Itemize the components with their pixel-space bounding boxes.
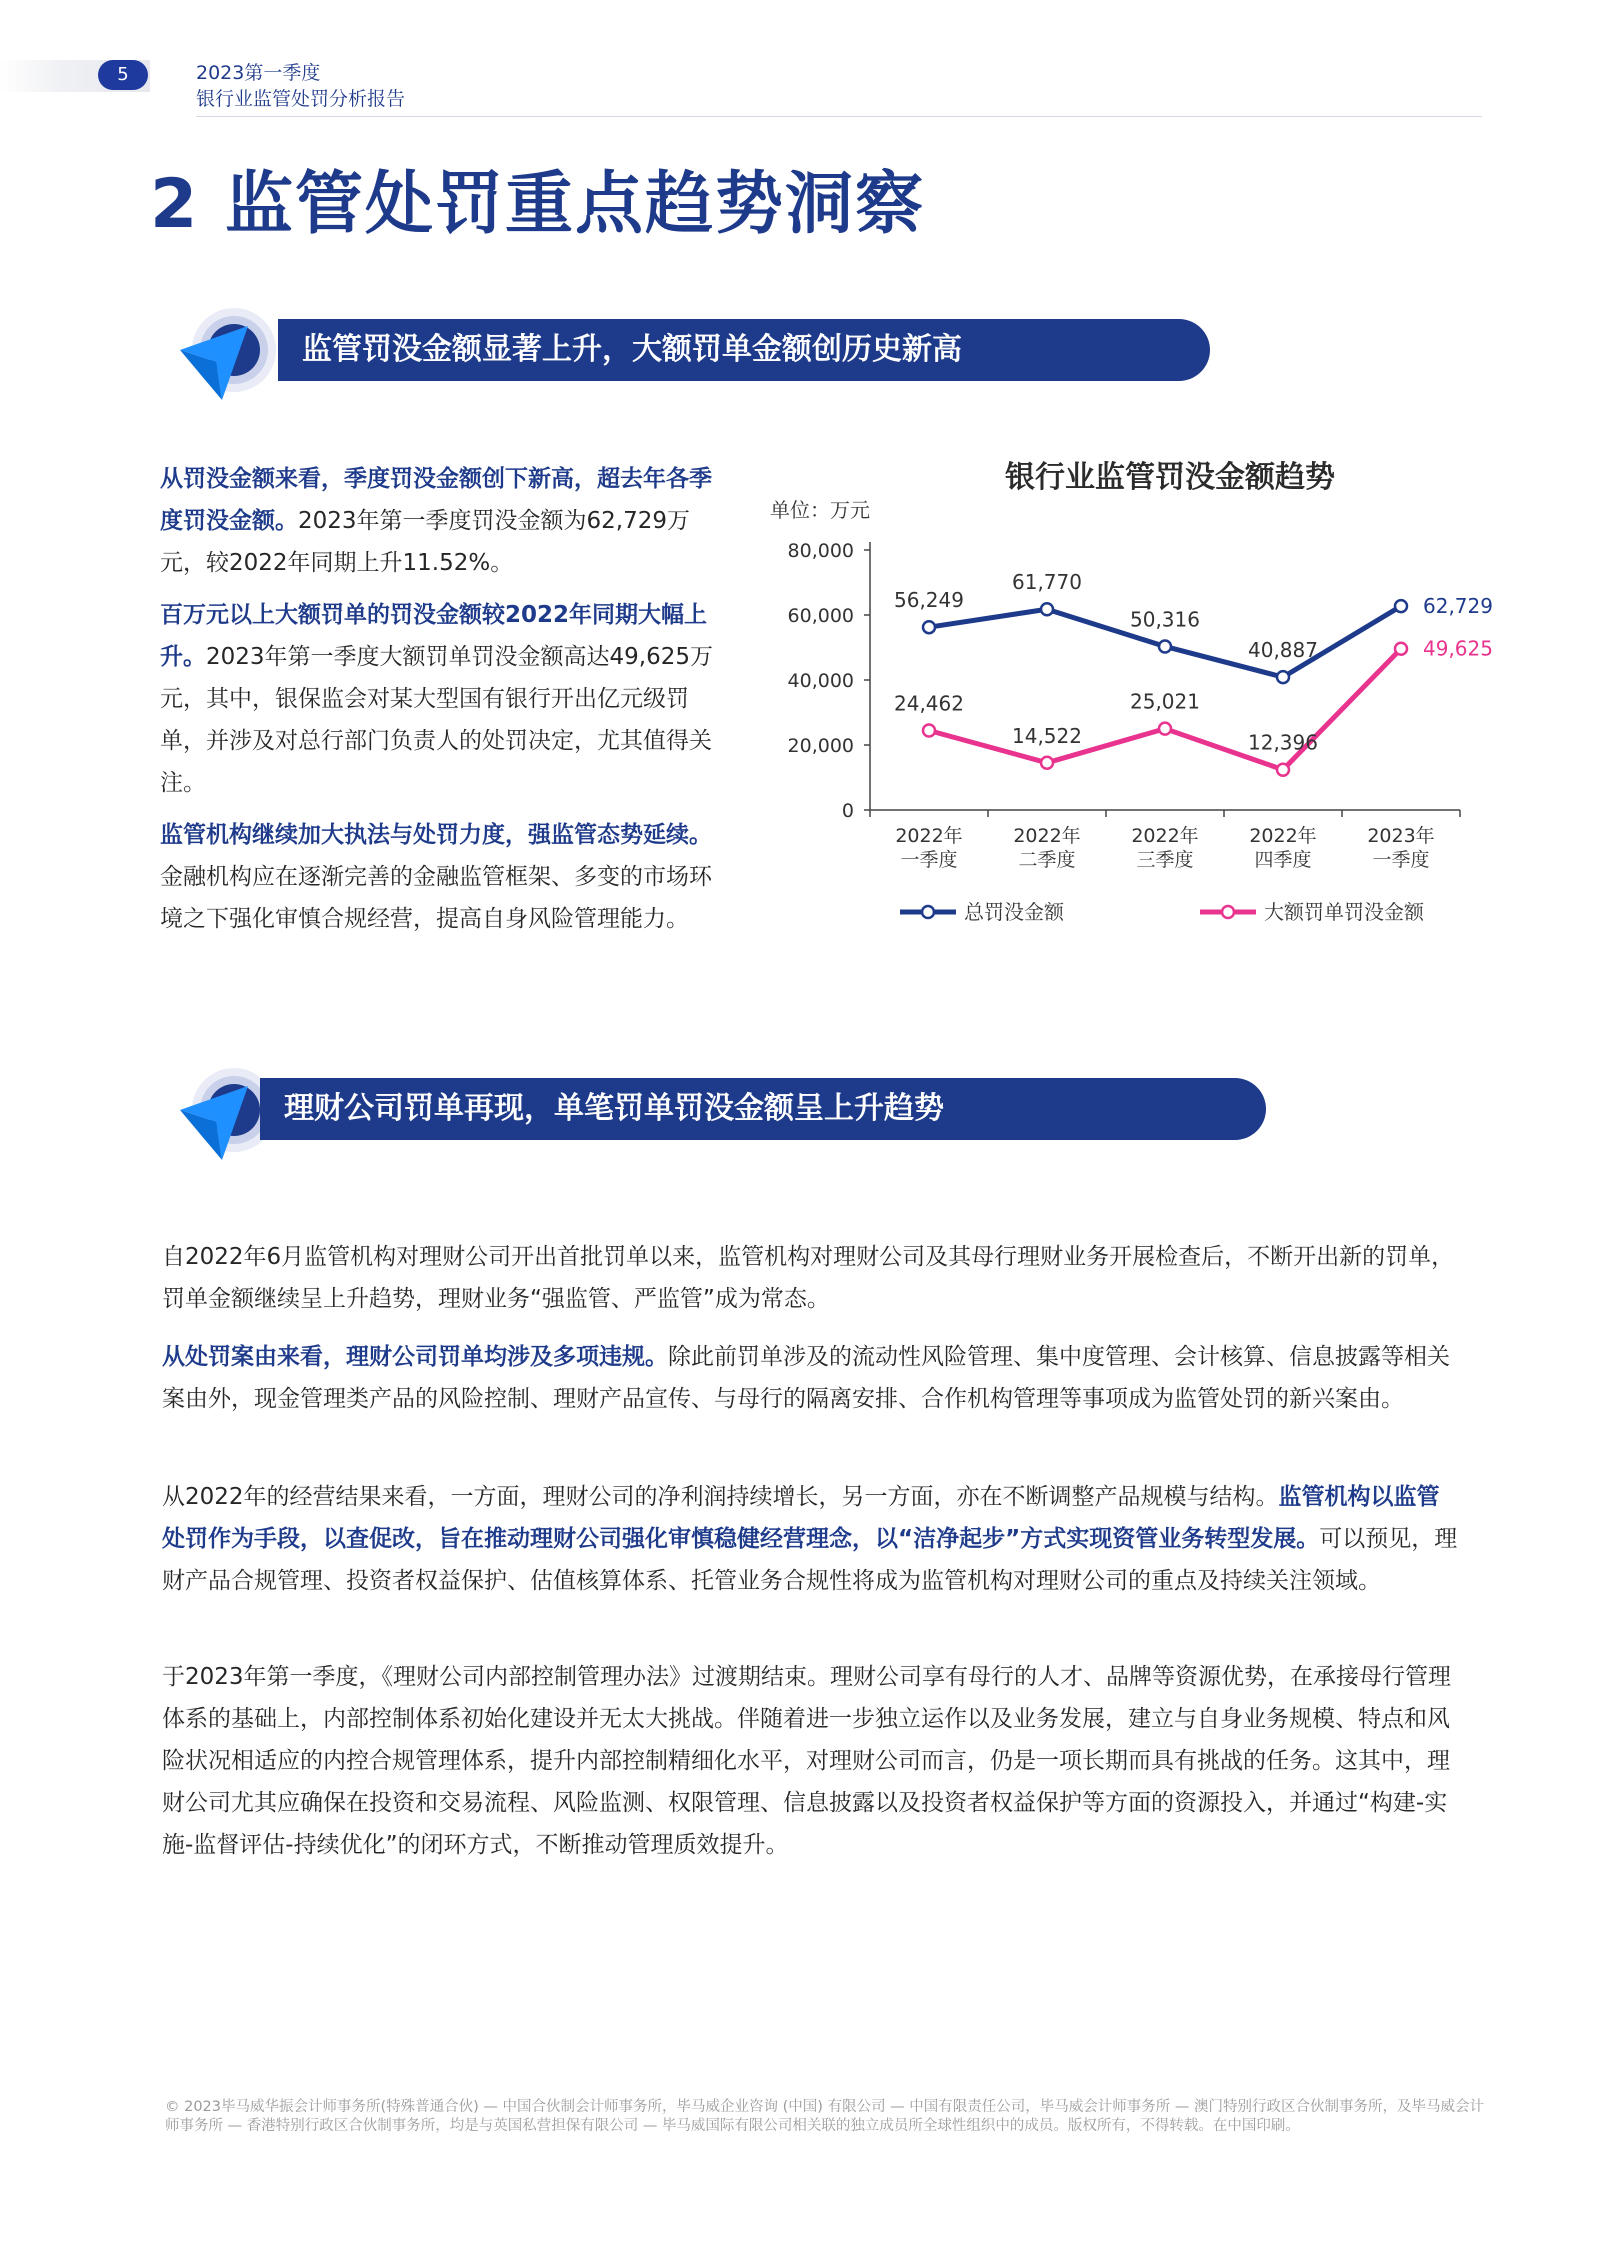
x-tick-label-year: 2022年 <box>895 825 963 847</box>
report-period: 2023第一季度 <box>196 62 321 84</box>
page-title: 2 监管处罚重点趋势洞察 <box>150 165 925 244</box>
section1-p1-highlight: 从罚没金额来看，季度罚没金额创下新高，超去年各季度罚没金额。 <box>160 466 712 534</box>
section1-p3-text: 金融机构应在逐渐完善的金融监管框架、多变的市场环境之下强化审慎合规经营，提高自身风险管理能力。 <box>160 864 712 932</box>
section1-banner: 监管罚没金额显著上升，大额罚单金额创历史新高 <box>278 319 1210 381</box>
x-tick-label-quarter: 一季度 <box>1372 849 1430 871</box>
x-tick-label-quarter: 一季度 <box>900 849 958 871</box>
y-tick-label: 20,000 <box>787 735 854 757</box>
x-tick-label-year: 2023年 <box>1367 825 1435 847</box>
data-point <box>1277 671 1289 683</box>
section2-paragraph-2 <box>162 1336 1462 1420</box>
data-label: 25,021 <box>1130 689 1200 714</box>
data-label: 24,462 <box>894 691 964 716</box>
data-point <box>1159 723 1171 735</box>
penalty-trend-chart <box>760 520 1493 940</box>
data-point <box>1395 600 1407 612</box>
data-label: 12,396 <box>1248 730 1318 755</box>
section1-p2-highlight: 百万元以上大额罚单的罚没金额较2022年同期大幅上升。 <box>160 602 708 670</box>
report-name: 银行业监管处罚分析报告 <box>196 88 406 110</box>
data-point <box>1041 757 1053 769</box>
compass-arrow-icon <box>170 300 280 410</box>
data-label: 50,316 <box>1130 607 1200 632</box>
section2-p2-highlight: 从处罚案由来看，理财公司罚单均涉及多项违规。 <box>162 1344 668 1370</box>
section1-p1-text: 2023年第一季度罚没金额为62,729万元，较2022年同期上升11.52%。 <box>160 508 691 576</box>
data-label: 56,249 <box>894 588 964 613</box>
section1-p2-text: 2023年第一季度大额罚单罚没金额高达49,625万元，其中，银保监会对某大型国有银行开出亿元级罚单，并涉及对总行部门负责人的处罚决定，尤其值得关注。 <box>160 644 714 796</box>
data-point <box>1395 643 1407 655</box>
data-point <box>1277 764 1289 776</box>
data-point <box>923 724 935 736</box>
legend-label: 总罚没金额 <box>964 900 1064 924</box>
section2-p3-text1: 从2022年的经营结果来看，一方面，理财公司的净利润持续增长，另一方面，亦在不断调整产品规模与结构。 <box>162 1484 1279 1510</box>
page-number: 5 <box>98 60 148 90</box>
data-point <box>923 621 935 633</box>
x-tick-label-quarter: 二季度 <box>1018 849 1076 871</box>
section2-p2-text: 除此前罚单涉及的流动性风险管理、集中度管理、会计核算、信息披露等相关案由外，现金管理类产品的风险控制、理财产品宣传、与母行的隔离安排、合作机构管理等事项成为监管处罚的新兴案由。 <box>162 1344 1450 1412</box>
y-tick-label: 60,000 <box>787 605 854 627</box>
section2-paragraph-4: 于2023年第一季度，《理财公司内部控制管理办法》过渡期结束。理财公司享有母行的人才、品牌等资源优势，在承接母行管理体系的基础上，内部控制体系初始化建设并无太大挑战。伴随着进一步独立运作以及业务发展，建立与自身业务规模、特点和风险状况相适应的内控合规管理体系，提升内部控制精细化水平，对理财公司而言，仍是一项长期而具有挑战的任务。这其中，理财公司尤其应确保在投资和交易流程、风险监测、权限管理、信息披露以及投资者权益保护等方面的资源投入，并通过“构建-实施-监督评估-持续优化”的闭环方式，不断推动管理质效提升。 <box>162 1664 1452 1858</box>
data-point <box>1159 640 1171 652</box>
y-tick-label: 40,000 <box>787 670 854 692</box>
section1-paragraph-1 <box>160 458 722 584</box>
section2-paragraph-1: 自2022年6月监管机构对理财公司开出首批罚单以来，监管机构对理财公司及其母行理财业务开展检查后，不断开出新的罚单，罚单金额继续呈上升趋势，理财业务“强监管、严监管”成为常态。 <box>162 1244 1455 1312</box>
footer-copyright: © 2023毕马威华振会计师事务所(特殊普通合伙) — 中国合伙制会计师事务所，毕马威企业咨询 (中国) 有限公司 — 中国有限责任公司，毕马威会计师事务所 — 澳门特别行政区合伙制事务所，及毕马威会计师事务所 — 香港特别行政区合伙制事务所，均是与英国私营担保有限公司 — 毕马威国际有限公司相关联的独立成员所全球性组织中的成员。版权所有，不得转载。在中国印刷。 <box>165 2099 1485 2134</box>
section1-paragraph-2 <box>160 594 722 804</box>
y-tick-label: 0 <box>841 800 854 822</box>
x-tick-label-year: 2022年 <box>1131 825 1199 847</box>
data-point <box>1041 603 1053 615</box>
data-label: 61,770 <box>1012 570 1082 595</box>
legend-marker <box>922 906 934 918</box>
data-label: 49,625 <box>1423 636 1493 661</box>
x-tick-label-quarter: 三季度 <box>1136 849 1194 871</box>
legend-label: 大额罚单罚没金额 <box>1264 900 1424 924</box>
section2-p3-highlight: 监管机构以监管处罚作为手段，以查促改，旨在推动理财公司强化审慎稳健经营理念，以“洁净起步”方式实现资管业务转型发展。 <box>162 1484 1440 1552</box>
y-tick-label: 80,000 <box>787 540 854 562</box>
x-tick-label-quarter: 四季度 <box>1254 849 1312 871</box>
header-divider <box>196 116 1482 117</box>
section2-p3-text2: 可以预见，理财产品合规管理、投资者权益保护、估值核算体系、托管业务合规性将成为监管机构对理财公司的重点及持续关注领域。 <box>162 1526 1458 1594</box>
x-tick-label-year: 2022年 <box>1249 825 1317 847</box>
chart-unit-label: 单位：万元 <box>770 498 870 522</box>
chart-title: 银行业监管罚没金额趋势 <box>1005 460 1335 495</box>
section1-paragraph-3 <box>160 814 722 940</box>
data-label: 14,522 <box>1012 723 1082 748</box>
data-label: 62,729 <box>1423 594 1493 619</box>
x-tick-label-year: 2022年 <box>1013 825 1081 847</box>
section2-paragraph-3 <box>162 1476 1462 1602</box>
section1-p3-highlight: 监管机构继续加大执法与处罚力度，强监管态势延续。 <box>160 822 712 848</box>
legend-marker <box>1222 906 1234 918</box>
data-label: 40,887 <box>1248 638 1318 663</box>
section2-banner: 理财公司罚单再现，单笔罚单罚没金额呈上升趋势 <box>260 1078 1266 1140</box>
